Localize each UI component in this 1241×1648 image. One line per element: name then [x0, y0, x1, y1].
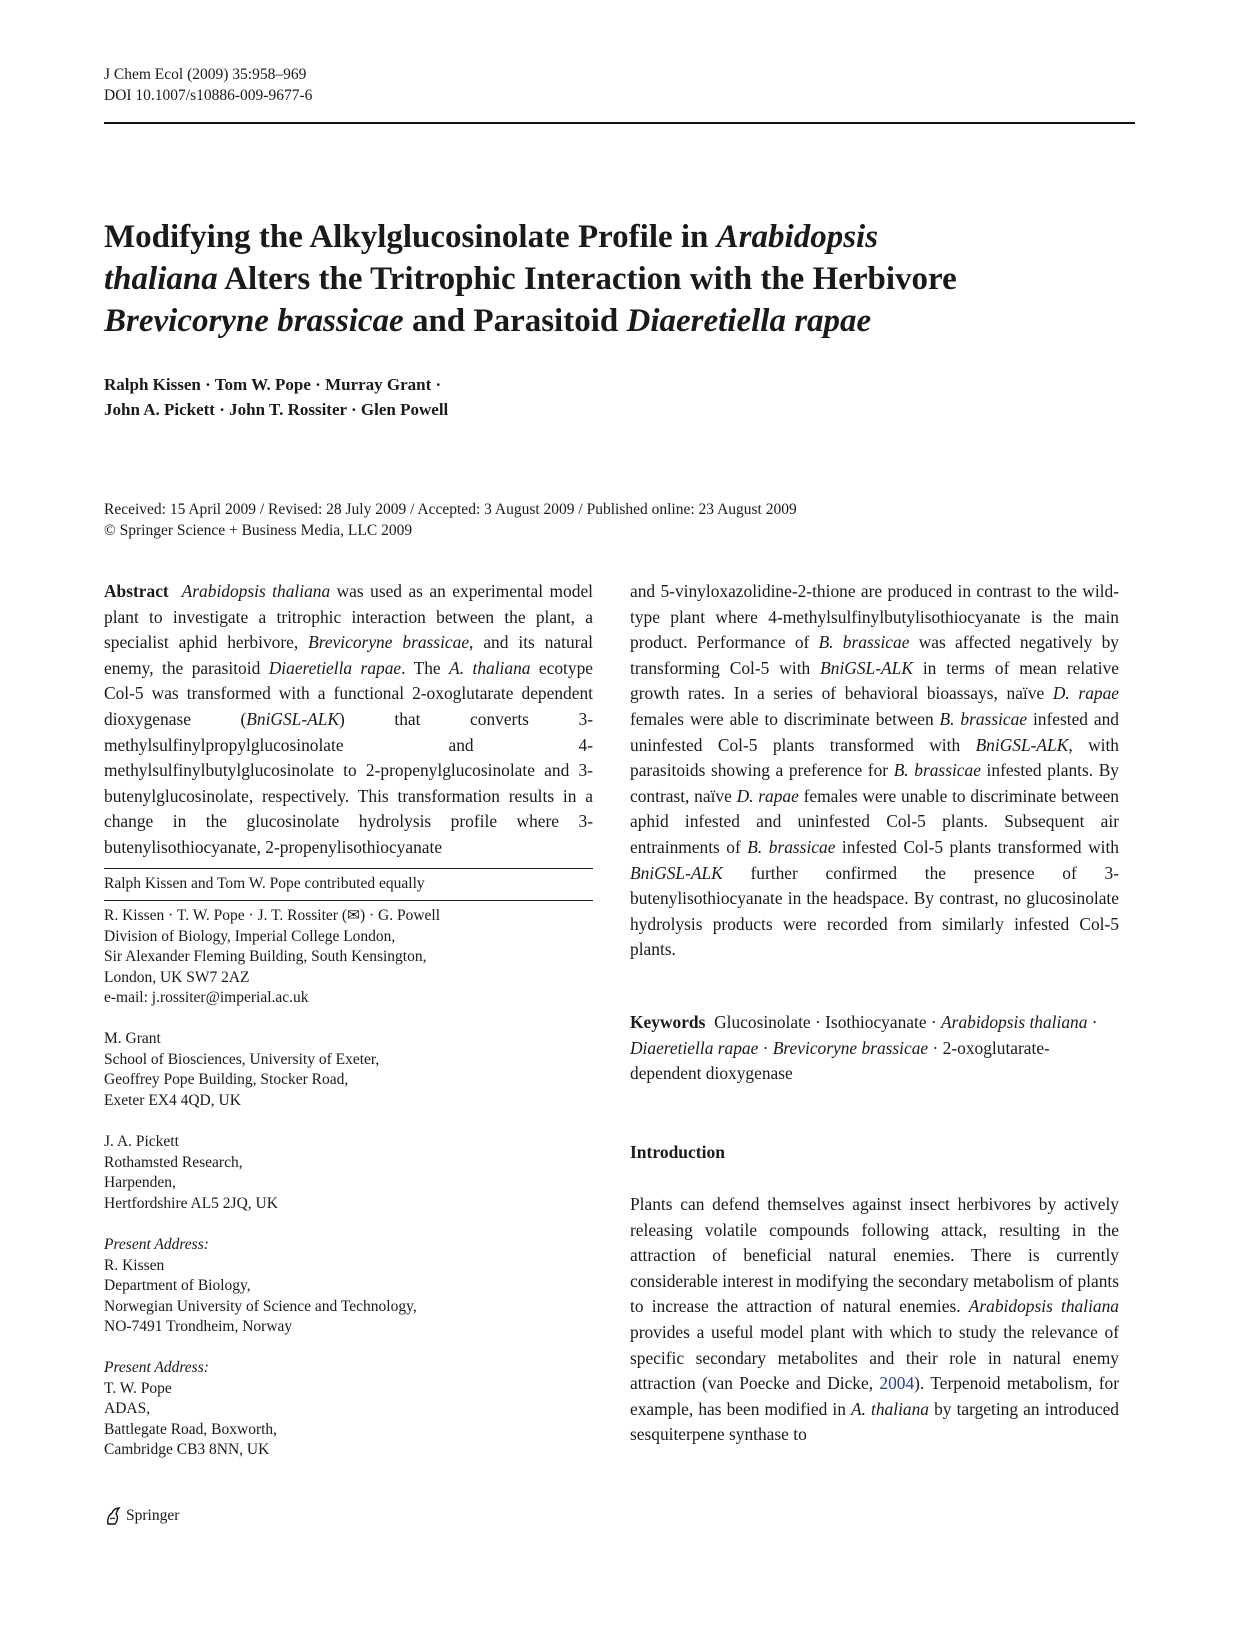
affiliation-1: R. Kissen · T. W. Pope · J. T. Rossiter (✉) · G. Powell Division of Biology, Imperial College London, Sir Alexander Fleming Building, South Kensington, London, UK SW7 2AZ e-mail: j.rossiter@imperial.ac.uk: [104, 906, 593, 1009]
copyright: © Springer Science + Business Media, LLC 2009: [104, 522, 413, 539]
abstract-label: Abstract: [104, 581, 169, 601]
abstract-left: Abstract Arabidopsis thaliana was used as an experimental model plant to investigate a tritrophic interaction between the plant, a specialist aphid herbivore, Brevicoryne brassicae, and its natural enemy, the parasitoid Diaeretiella rapae. The A. thaliana ecotype Col-5 was transformed with a functional 2-oxoglutarate dependent dioxygenase (BniGSL-ALK) that converts 3-methylsulfinylpropylglucosinolate and 4-methylsulfinylbutylglucosinolate to 2-propenylglucosinolate and 3-butenylglucosinolate, respectively. This transformation results in a change in the glucosinolate hydrolysis profile where 3-butenylisothiocyanate, 2-propenylisothiocyanate: [104, 581, 594, 857]
introduction-heading: Introduction: [630, 1142, 725, 1162]
publication-history: [104, 499, 797, 541]
footnote-rule-2: [104, 900, 593, 901]
introduction-text: Plants can defend themselves against insect herbivores by actively releasing volatile compounds following attack, resulting in the attraction of beneficial natural enemies. There is currently considerable interest in modifying the secondary metabolism of plants to increase the attraction of natural enemies. Arabidopsis thaliana provides a useful model plant with which to study the relevance of specific secondary metabolites and their role in natural enemy attraction (van Poecke and Dicke, 2004). Terpenoid metabolism, for example, has been modified in A. thaliana by targeting an introduced sesquiterpene synthase to: [630, 1194, 1120, 1445]
author-list: [104, 372, 448, 422]
abstract-right: and 5-vinyloxazolidine-2-thione are produced in contrast to the wild-type plant where 4-methylsulfinylbutylisothiocyanate is the main product. Performance of B. brassicae was affected negatively by transforming Col-5 with BniGSL-ALK in terms of mean relative growth rates. In a series of behavioral bioassays, naïve D. rapae females were able to discriminate between B. brassicae infested and uninfested Col-5 plants transformed with BniGSL-ALK, with parasitoids showing a preference for B. brassicae infested plants. By contrast, naïve D. rapae females were unable to discriminate between aphid infested and uninfested Col-5 plants. Subsequent air entrainments of B. brassicae infested Col-5 plants transformed with BniGSL-ALK further confirmed the presence of 3-butenylisothiocyanate in the headspace. By contrast, no glucosinolate hydrolysis products were recorded from similarly infested Col-5 plants.: [630, 581, 1120, 960]
publisher-name: Springer: [126, 1507, 180, 1524]
authors-line-1: Ralph Kissen · Tom W. Pope · Murray Grant ·: [104, 375, 442, 394]
contact-email[interactable]: e-mail: j.rossiter@imperial.ac.uk: [104, 989, 309, 1006]
journal-citation: J Chem Ecol (2009) 35:958–969: [104, 66, 307, 83]
footnote-rule-1: [104, 868, 593, 869]
keywords-label: Keywords: [630, 1012, 706, 1032]
affiliation-2: M. Grant School of Biosciences, University of Exeter, Geoffrey Pope Building, Stocker Road, Exeter EX4 4QD, UK: [104, 1030, 380, 1109]
affiliation-4: Present Address: R. Kissen Department of Biology, Norwegian University of Science and Technology, NO-7491 Trondheim, Norway: [104, 1236, 417, 1335]
springer-horse-icon: [104, 1506, 122, 1526]
authors-line-2: John A. Pickett · John T. Rossiter · Glen Powell: [104, 400, 449, 419]
journal-header: [104, 64, 312, 106]
equal-contribution-note: Ralph Kissen and Tom W. Pope contributed equally: [104, 875, 425, 892]
citation-link[interactable]: 2004: [879, 1373, 915, 1394]
doi: DOI 10.1007/s10886-009-9677-6: [104, 87, 313, 104]
paper-title: Modifying the Alkylglucosinolate Profile in Arabidopsis thaliana Alters the Tritrophic Interaction with the Herbivore Brevicoryne brassicae and Parasitoid Diaeretiella rapae: [104, 219, 957, 339]
header-rule: [104, 122, 1135, 124]
keywords: Keywords Glucosinolate · Isothiocyanate · Arabidopsis thaliana · Diaeretiella rapae · Brevicoryne brassicae · 2-oxoglutarate-dependent dioxygenase: [630, 1012, 1098, 1084]
affiliation-3: J. A. Pickett Rothamsted Research, Harpenden, Hertfordshire AL5 2JQ, UK: [104, 1133, 278, 1212]
history-dates: Received: 15 April 2009 / Revised: 28 July 2009 / Accepted: 3 August 2009 / Published online: 23 August 2009: [104, 501, 797, 518]
publisher-footer: [104, 1506, 179, 1526]
affiliation-5: Present Address: T. W. Pope ADAS, Battlegate Road, Boxworth, Cambridge CB3 8NN, UK: [104, 1359, 278, 1458]
